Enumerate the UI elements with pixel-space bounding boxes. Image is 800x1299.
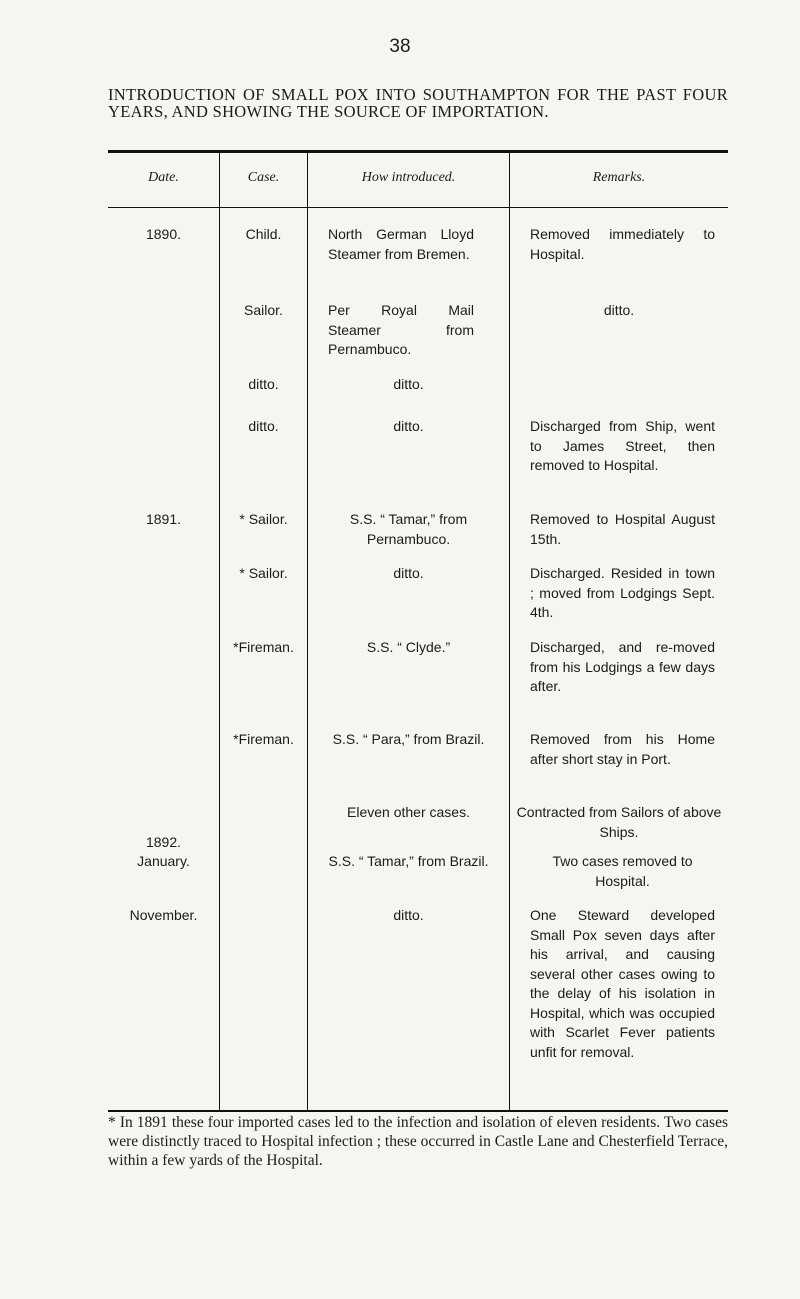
how-cell: S.S. “ Clyde.” [366,639,451,655]
how-cell: North German Lloyd Steamer from Bremen. [328,226,474,262]
table-header-rule [108,207,728,208]
date-cell: November. [129,907,198,923]
remarks-cell: Removed from his Home after short stay in Port. [530,731,715,767]
page-number: 38 [389,36,411,57]
how-cell: S.S. “ Para,” from Brazil. [332,731,485,747]
date-cell: 1892. [145,834,182,850]
remarks-cell: Removed to Hospital August 15th. [530,511,715,547]
how-cell: Eleven other cases. [347,804,470,820]
header-how-introduced: How introduced. [361,170,456,185]
page-title: INTRODUCTION OF SMALL POX INTO SOUTHAMPTON FOR THE PAST FOUR YEARS, AND SHOWING THE SOURCE OF IMPORTATION. [108,85,728,121]
remarks-cell: ditto. [603,302,635,318]
table-bottom-rule [108,1110,728,1112]
case-cell: *Fireman. [233,639,294,655]
how-cell: Per Royal Mail Steamer from Pernambuco. [328,302,474,357]
remarks-cell: Discharged from Ship, went to James Street, then removed to Hospital. [530,418,715,473]
date-cell: 1891. [145,511,182,527]
how-cell: ditto. [393,418,424,434]
footnote: * In 1891 these four imported cases led to the infection and isolation of eleven residents. Two cases were distinctly traced to Hospital infection ; these occurred in Castle Lane and Chesterfield Terrace, within a few yards of the Hospital. [108,1114,728,1169]
remarks-cell: One Steward developed Small Pox seven days after his arrival, and causing several other cases owing to the delay of his isolation in Hospital, which was occupied with Scarlet Fever patients unfit for removal. [530,907,715,1060]
case-cell: *Fireman. [233,731,294,747]
remarks-cell: Discharged. Resided in town ; moved from Lodgings Sept. 4th. [530,565,715,620]
remarks-cell: Two cases removed to Hospital. [552,853,693,889]
how-cell: S.S. “ Tamar,” from Pernambuco. [349,511,468,547]
how-cell: ditto. [393,907,424,923]
case-cell: ditto. [248,376,279,392]
header-date: Date. [148,170,179,185]
how-cell: ditto. [393,376,424,392]
table-top-rule [108,150,728,153]
date-cell: 1890. [145,226,182,242]
column-divider [509,152,510,1110]
remarks-cell: Contracted from Sailors of above Ships. [516,804,722,840]
column-divider [307,152,308,1110]
date-cell: January. [137,853,190,869]
case-cell: * Sailor. [239,565,288,581]
header-remarks: Remarks. [592,170,646,185]
case-cell: ditto. [248,418,279,434]
how-cell: ditto. [393,565,424,581]
case-cell: Sailor. [244,302,283,318]
remarks-cell: Discharged, and re-moved from his Lodgings a few days after. [530,639,715,694]
case-cell: * Sailor. [239,511,288,527]
header-case: Case. [247,170,280,185]
remarks-cell: Removed immediately to Hospital. [530,226,715,262]
column-divider [219,152,220,1110]
how-cell: S.S. “ Tamar,” from Brazil. [328,853,489,869]
case-cell: Child. [245,226,282,242]
